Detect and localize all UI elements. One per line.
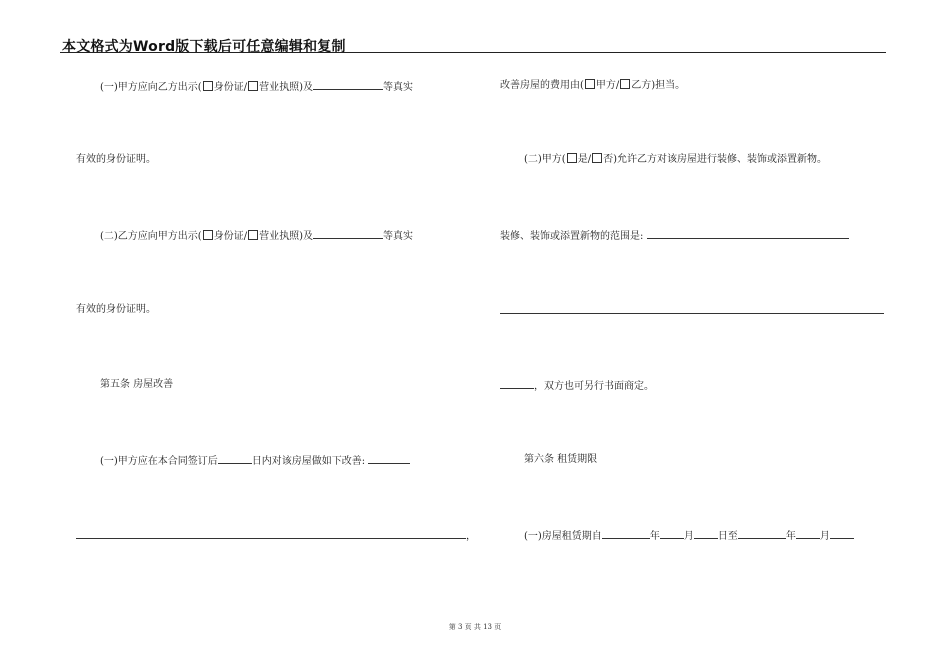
- section-five-title: 第五条 房屋改善: [100, 379, 174, 390]
- left-line-1: [100, 79, 413, 95]
- blank-field[interactable]: [368, 453, 410, 464]
- text: 是/: [577, 154, 592, 165]
- text: (一)房屋租赁期自: [524, 531, 602, 542]
- text: 年: [649, 531, 660, 542]
- text: 乙方)担当。: [631, 80, 686, 91]
- text: 身份证/: [213, 82, 248, 93]
- blank-field[interactable]: [660, 528, 684, 539]
- checkbox-id-card[interactable]: [203, 81, 213, 91]
- text: 否)允许乙方对该房屋进行装修、装饰或添置新物。: [603, 154, 827, 165]
- left-line-7: [76, 528, 476, 544]
- text: (二)甲方(: [524, 154, 566, 165]
- text: 日内对该房屋做如下改善:: [251, 456, 366, 467]
- blank-field[interactable]: [647, 228, 849, 239]
- left-line-2: 有效的身份证明。: [76, 154, 156, 165]
- blank-field[interactable]: [313, 79, 383, 90]
- blank-field[interactable]: [76, 528, 466, 539]
- blank-field[interactable]: [738, 528, 786, 539]
- blank-field[interactable]: [313, 228, 383, 239]
- right-line-2: [524, 153, 827, 167]
- right-line-5: [500, 378, 654, 394]
- text: 等真实: [383, 82, 413, 93]
- checkbox-yes[interactable]: [567, 153, 577, 163]
- text: 等真实: [383, 231, 413, 242]
- blank-field[interactable]: [796, 528, 820, 539]
- text: 年: [785, 531, 796, 542]
- text: 甲方/: [595, 80, 620, 91]
- section-six-title: 第六条 租赁期限: [524, 454, 598, 465]
- checkbox-business-license[interactable]: [248, 81, 258, 91]
- text: 装修、装饰或添置新物的范围是:: [500, 231, 644, 242]
- text: (一)甲方应向乙方出示(: [100, 82, 202, 93]
- blank-field[interactable]: [602, 528, 650, 539]
- left-line-3: [100, 228, 413, 244]
- right-line-4: [500, 303, 884, 319]
- left-line-6: [100, 453, 410, 469]
- document-header: 本文格式为Word版下载后可任意编辑和复制: [62, 39, 346, 55]
- text: (二)乙方应向甲方出示(: [100, 231, 202, 242]
- checkbox-party-a[interactable]: [585, 79, 595, 89]
- blank-field[interactable]: [500, 303, 884, 314]
- checkbox-party-b[interactable]: [620, 79, 630, 89]
- blank-field[interactable]: [500, 378, 534, 389]
- text: ，双方也可另行书面商定。: [534, 381, 654, 392]
- left-line-4: 有效的身份证明。: [76, 304, 156, 315]
- checkbox-business-license[interactable]: [248, 230, 258, 240]
- text: 日至: [717, 531, 738, 542]
- blank-field[interactable]: [694, 528, 718, 539]
- page-number: 第 3 页 共 13 页: [448, 623, 502, 631]
- checkbox-id-card[interactable]: [203, 230, 213, 240]
- right-line-7: [524, 528, 854, 544]
- text: 营业执照)及: [259, 82, 313, 93]
- right-line-1: [500, 79, 685, 93]
- text: 身份证/: [213, 231, 248, 242]
- right-line-3: [500, 228, 849, 244]
- text: 月: [819, 531, 830, 542]
- header-rule: [60, 52, 886, 53]
- blank-field[interactable]: [218, 453, 252, 464]
- text: 营业执照)及: [259, 231, 313, 242]
- blank-field[interactable]: [830, 528, 854, 539]
- text: (一)甲方应在本合同签订后: [100, 456, 218, 467]
- text: ，: [466, 531, 476, 542]
- checkbox-no[interactable]: [592, 153, 602, 163]
- text: 月: [683, 531, 694, 542]
- text: 改善房屋的费用由(: [500, 80, 584, 91]
